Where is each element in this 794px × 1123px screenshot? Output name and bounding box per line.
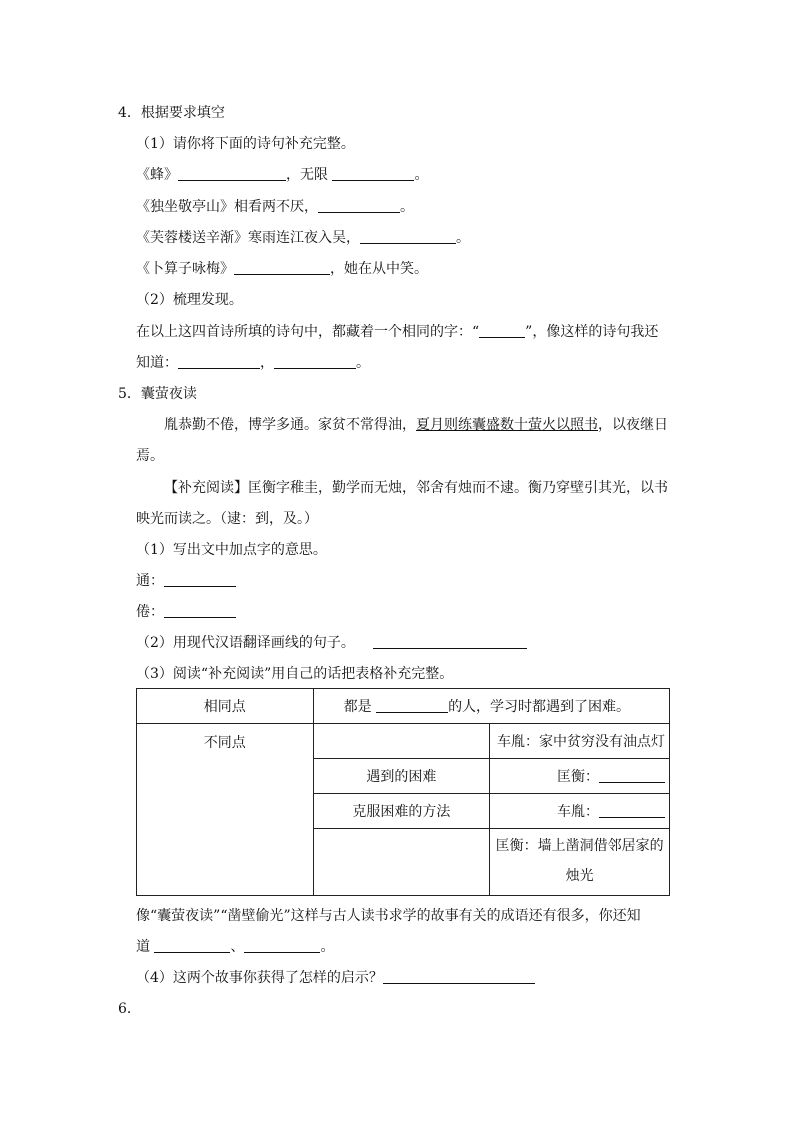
poem-line-1: 《蜂》 ，无限 。	[136, 167, 429, 183]
supplement-line-1: 【补充阅读】匡衡字稚圭，勤学而无烛，邻舍有烛而不逮。衡乃穿壁引其光，以书	[164, 480, 668, 496]
answer-blank[interactable]	[599, 803, 665, 818]
q5-part4-prompt: （4）这两个故事你获得了怎样的启示？	[136, 968, 535, 988]
idiom-line-1: 像“囊萤夜读”“凿壁偷光”这样与古人读书求学的故事有关的成语还有很多，你还知	[136, 908, 641, 924]
answer-blank[interactable]	[244, 938, 320, 953]
table-cell: 不同点	[137, 724, 314, 896]
q4-part2-line2: 知道： ， 。	[136, 355, 370, 371]
answer-blank[interactable]	[383, 969, 535, 984]
q5-part2-prompt: （2）用现代汉语翻译画线的句子。	[136, 633, 527, 653]
word-juan: 倦：	[136, 602, 236, 622]
table-cell: 相同点	[137, 689, 314, 724]
answer-blank[interactable]	[154, 938, 230, 953]
table-cell: 都是 的人，学习时都遇到了困难。	[313, 689, 669, 724]
table-cell	[313, 724, 490, 759]
answer-blank[interactable]	[373, 634, 527, 649]
answer-blank[interactable]	[164, 603, 236, 618]
table-cell: 匡衡：墙上凿洞借邻居家的烛光	[490, 829, 670, 896]
table-cell: 匡衡：	[490, 759, 670, 794]
table-cell: 车胤：家中贫穷没有油点灯	[490, 724, 670, 759]
q6-title: 6．	[118, 1001, 141, 1017]
answer-blank[interactable]	[274, 354, 356, 369]
poem-line-4: 《卜算子咏梅》 ，她在从中笑。	[136, 261, 428, 277]
answer-blank[interactable]	[164, 572, 236, 587]
answer-blank[interactable]	[178, 166, 286, 181]
answer-blank[interactable]	[318, 198, 400, 213]
q5-title: 5．囊萤夜读	[118, 386, 197, 402]
poem-line-2: 《独坐敬亭山》相看两不厌， 。	[136, 199, 414, 215]
table-cell: 克服困难的方法	[313, 794, 490, 829]
q4-title: 4．根据要求填空	[118, 105, 225, 121]
table-cell: 遇到的困难	[313, 759, 490, 794]
answer-blank[interactable]	[360, 229, 456, 244]
answer-blank[interactable]	[599, 768, 665, 783]
q4-part1-prompt: （1）请你将下面的诗句补充完整。	[136, 136, 355, 152]
word-tong: 通：	[136, 571, 236, 591]
comparison-table	[136, 688, 670, 896]
q4-part2-line1: 在以上这四首诗所填的诗句中，都藏着一个相同的字：“ ”，像这样的诗句我还	[136, 324, 659, 340]
underlined-sentence: 夏月则练囊盛数十萤火以照书	[416, 417, 598, 433]
poem-line-3: 《芙蓉楼送辛渐》寒雨连江夜入吴， 。	[136, 230, 470, 246]
table-cell: 车胤：	[490, 794, 670, 829]
passage-line-1: 胤恭勤不倦，博学多通。家贫不常得油，夏月则练囊盛数十萤火以照书，以夜继日	[164, 417, 668, 433]
passage-line-2: 焉。	[136, 448, 164, 464]
q5-part3-prompt: （3）阅读“补充阅读”用自己的话把表格补充完整。	[136, 666, 454, 682]
answer-blank[interactable]	[178, 354, 260, 369]
table-row	[137, 689, 670, 724]
answer-blank[interactable]	[234, 260, 330, 275]
q4-part2-prompt: （2）梳理发现。	[136, 292, 243, 308]
table-row	[137, 724, 670, 759]
answer-blank[interactable]	[376, 698, 448, 713]
q5-part1-prompt: （1）写出文中加点字的意思。	[136, 542, 327, 558]
answer-blank[interactable]	[479, 323, 525, 338]
supplement-line-2: 映光而读之。（逮：到，及。）	[136, 511, 318, 527]
idiom-line-2: 道 、 。	[136, 939, 335, 955]
answer-blank[interactable]	[332, 166, 414, 181]
table-cell	[313, 829, 490, 896]
